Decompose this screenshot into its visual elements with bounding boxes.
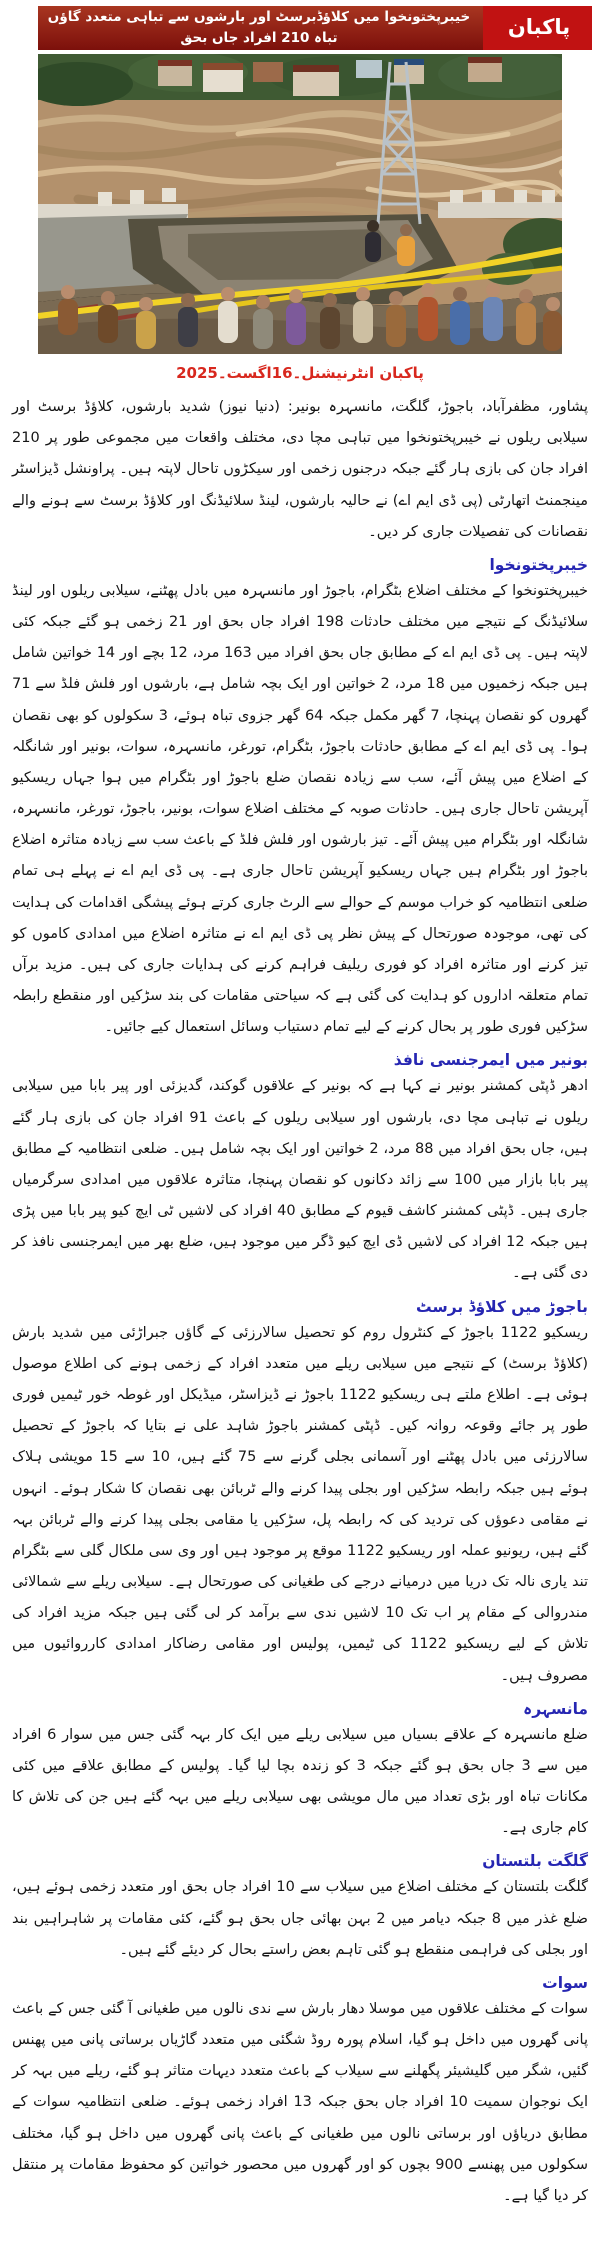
main-headline: خیبرپختونخوا میں کلاؤڈبرسٹ اور بارشوں سے تباہی متعدد گاؤں تباہ 210 افراد جاں بحق <box>47 9 471 46</box>
news-photo <box>38 54 562 354</box>
article-paragraph: ضلع مانسہرہ کے علاقے بسیاں میں سیلابی ریلے میں ایک کار بہہ گئی جس میں سوار 6 افراد میں سے 3 جاں بحق ہو گئے جبکہ 3 کو زندہ بچا لیا گیا۔ پولیس کے مطابق علاقے میں کئی مکانات تباہ اور بڑی تعداد میں مال مویشی بھی سیلابی ریلے میں بہہ گئے ہیں جن کی تلاش کا کام جاری ہے۔ <box>12 1726 588 1837</box>
article-paragraph: پشاور، مظفرآباد، باجوڑ، گلگت، مانسہرہ بونیر: (دنیا نیوز) شدید بارشوں، کلاؤڈ برسٹ اور سیلابی ریلوں نے خیبرپختونخوا میں تباہی مچا دی، مختلف واقعات میں مجموعی طور پر 210 افراد جان کی بازی ہار گئے جبکہ درجنوں زخمی اور سیکڑوں تاحال لاپتہ ہیں۔ پراونشل ڈیزاسٹر مینجمنٹ اتھارٹی (پی ڈی ایم اے) نے حالیہ بارشوں، لینڈ سلائیڈنگ اور کلاؤڈ برسٹ سے ہونے والے نقصانات کی تفصیلات جاری کر دیں۔ <box>12 399 588 540</box>
brand-label: پاکبان <box>507 15 571 39</box>
flood-photo-illustration <box>38 54 562 354</box>
article-paragraph: ادھر ڈپٹی کمشنر بونیر نے کہا ہے کہ بونیر کے علاقوں گوکند، گدیزئی اور پیر بابا میں سیلابی ریلوں نے تباہی مچا دی، بارشوں اور سیلابی ریلوں کے باعث 91 افراد جان کی بازی ہار گئے ہیں، جاں بحق افراد میں 88 مرد، 2 خواتین اور ایک بچہ شامل ہیں۔ ضلعی انتظامیہ کے مطابق پیر بابا بازار میں 100 سے زائد دکانوں کو نقصان پہنچا، متاثرہ علاقوں میں امدادی سرگرمیاں جاری ہیں۔ ڈپٹی کمشنر کاشف قیوم کے مطابق 40 افراد کی لاشیں ٹی ایچ کیو پیر بابا میں پڑی ہیں جبکہ 12 افراد کی لاشیں ڈی ایچ کیو ڈگر میں موجود ہیں، ضلع بھر میں ایمرجنسی نافذ کر دی گئی ہے۔ <box>12 1078 588 1282</box>
section-heading: مانسہرہ <box>523 1699 588 1718</box>
article-body <box>0 386 600 2250</box>
section-heading: بونیر میں ایمرجنسی نافذ <box>393 1051 588 1070</box>
article-paragraph: سوات کے مختلف علاقوں میں موسلا دھار بارش سے ندی نالوں میں طغیانی آ گئی جس کے باعث پانی گھروں میں داخل ہو گیا، اسلام پورہ روڈ شگئی میں متعدد گاڑیاں برساتی پانی میں پھنس گئیں، شگر میں گلیشیئر پگھلنے سے سیلاب کے باعث متعدد دیہات متاثر ہو گئے، ریلے میں بہہ کر ایک نوجوان سمیت 10 افراد جاں بحق جبکہ 13 افراد زخمی ہوئے۔ ضلعی انتظامیہ سوات کے مطابق دریاؤں اور برساتی نالوں میں طغیانی کے باعث پانی گھروں میں داخل ہو گیا، مختلف سکولوں میں پھنسے 900 بچوں کو اور گھروں میں محصور خواتین کو محفوظ مقامات پر منتقل کر دیا گیا ہے۔ <box>12 2000 588 2204</box>
section-heading: گلگت بلتستان <box>482 1852 588 1871</box>
article-paragraph: ریسکیو 1122 باجوڑ کے کنٹرول روم کو تحصیل سالارزئی کے گاؤں جبراڑئی میں شدید بارش (کلاؤڈ برسٹ) کے نتیجے میں سیلابی ریلے میں متعدد افراد کے زخمی ہونے کی اطلاع موصول ہوئی ہے۔ اطلاع ملتے ہی ریسکیو 1122 باجوڑ نے ڈیزاسٹر، میڈیکل اور غوطہ خور ٹیمیں فوری طور پر جائے وقوعہ روانہ کیں۔ ڈپٹی کمشنر باجوڑ شاہد علی نے بتایا کہ باجوڑ کے تحصیل سالارزئی میں بادل پھٹنے اور آسمانی بجلی گرنے سے 75 گئے ہیں، 10 سے 15 مویشی ہلاک ہوئے ہیں جبکہ رابطہ سڑکیں اور بجلی پیدا کرنے والے ٹربائن بھی نقصان کا شکار ہوئے۔ انہوں نے مقامی دعوؤں کی تردید کی کہ رابطہ پل، سڑکیں یا مقامی بجلی پیدا کرنے والے ٹربائن بہہ گئے ہیں، ریونیو عملہ اور ریسکیو 1122 موقع پر موجود ہیں اور وی سی ملکال گلی سے بٹگرام تند یاری نالہ تک دریا میں درمیانے درجے کی طغیانی کی صورتحال ہے۔ سیلابی ریلے سے شمالائی مندروالی کے مقام پر اب تک 10 لاشیں ندی سے برآمد کر لی گئی ہیں جبکہ مزید افراد کی تلاش کے لیے ریسکیو 1122 کی ٹیمیں، پولیس اور مقامی رضاکار امدادی کارروائیوں میں مصروف ہیں۔ <box>12 1324 588 1684</box>
byline-dateline: پاکبان انٹرنیشنل۔16اگست۔2025 <box>176 364 424 382</box>
section-heading: باجوڑ میں کلاؤڈ برسٹ <box>416 1297 588 1316</box>
brand-logo[interactable] <box>483 6 595 50</box>
section-heading: خیبرپختونخوا <box>489 555 588 574</box>
article-paragraph: خیبرپختونخوا کے مختلف اضلاع بٹگرام، باجوڑ اور مانسہرہ میں بادل پھٹنے، سیلابی ریلوں اور لینڈ سلائیڈنگ کے نتیجے میں مختلف حادثات 198 افراد جاں بحق اور 21 زخمی ہو گئے جبکہ کئی لاپتہ ہیں۔ پی ڈی ایم اے کے مطابق جاں بحق افراد میں 163 مرد، 12 بچے اور 14 خواتین شامل ہیں جبکہ زخمیوں میں 18 مرد، 2 خواتین اور ایک بچہ شامل ہے، بارشوں اور فلش فلڈ سے 71 گھروں کو نقصان پہنچا، 7 گھر مکمل جبکہ 64 گھر جزوی تباہ ہوئے، 3 سکولوں کو بھی نقصان ہوا۔ پی ڈی ایم اے کے مطابق حادثات باجوڑ، بٹگرام، تورغر، مانسہرہ، سوات، بونیر اور شانگلہ کے اضلاع میں پیش آئے، سب سے زیادہ نقصان ضلع باجوڑ اور بٹگرام میں ہوا جہاں ریسکیو آپریشن تاحال جاری ہیں۔ حادثات صوبہ کے مختلف اضلاع سوات، بونیر، باجوڑ، تورغر، مانسہرہ، شانگلہ اور بٹگرام میں پیش آئے۔ تیز بارشوں اور فلش فلڈ کے باعث سب سے زیادہ متاثرہ اضلاع باجوڑ اور بٹگرام ہیں جہاں ریسکیو آپریشن تاحال جاری ہے۔ پی ڈی ایم اے نے پہلے ہی تمام ضلعی انتظامیہ کو خراب موسم کے حوالے سے الرٹ جاری کرتے ہوئے پیشگی اقدامات کی ہدایت کی تھی، موجودہ صورتحال کے پیش نظر پی ڈی ایم اے نے متاثرہ اضلاع میں امدادی کاموں کو تیز کرنے اور متاثرہ افراد کو فوری ریلیف فراہم کرنے کی ہدایات جاری کی ہیں۔ مزید برآں تمام متعلقہ اداروں کو ہدایت کی گئی ہے کہ سیاحتی مقامات کی بند سڑکیں اور منقطع رابطہ سڑکیں فوری طور پر بحال کرنے کے لیے تمام دستیاب وسائل استعمال کیے جائیں۔ <box>12 582 589 1036</box>
article-paragraph: گلگت بلتستان کے مختلف اضلاع میں سیلاب سے 10 افراد جاں بحق اور متعدد زخمی ہوئے ہیں، ضلع غذر میں 8 جبکہ دیامر میں 2 بہن بھائی جاں بحق ہو گئے، کئی مقامات پر شاہراہیں بند اور بجلی کی فراہمی منقطع ہو گئی تاہم بعض راستے بحال کر دیئے گئے ہیں۔ <box>12 1879 588 1958</box>
section-heading: سوات <box>542 1973 588 1992</box>
headline-bar <box>38 6 595 50</box>
